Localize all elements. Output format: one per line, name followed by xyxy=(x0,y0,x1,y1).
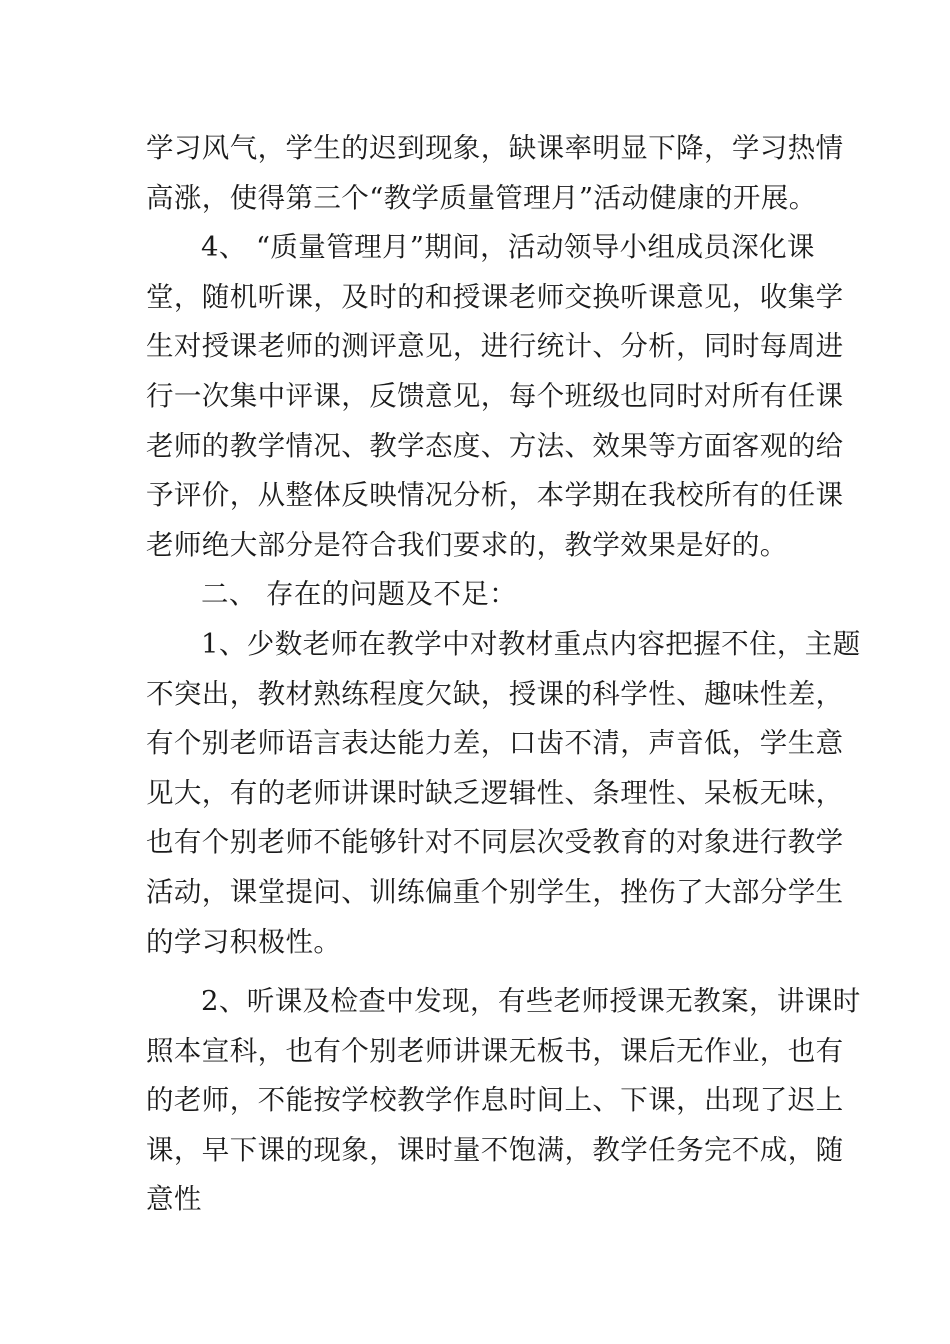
text-line: 予评价，从整体反映情况分析，本学期在我校所有的任课 xyxy=(146,479,844,512)
text-line: 有个别老师语言表达能力差，口齿不清，声音低，学生意 xyxy=(146,727,844,760)
text-line: 的学习积极性。 xyxy=(146,925,342,958)
text-line: 也有个别老师不能够针对不同层次受教育的对象进行教学 xyxy=(146,826,844,859)
section-heading: 二、 存在的问题及不足： xyxy=(201,578,518,611)
paragraph-start-line: 2、听课及检查中发现，有些老师授课无教案，讲课时 xyxy=(201,985,861,1018)
text-line: 学习风气，学生的迟到现象，缺课率明显下降，学习热情 xyxy=(146,132,844,164)
document-body xyxy=(146,124,861,1225)
text-line: 堂，随机听课，及时的和授课老师交换听课意见，收集学 xyxy=(146,280,844,313)
text-line: 意性 xyxy=(146,1183,202,1216)
text-line: 老师绝大部分是符合我们要求的，教学效果是好的。 xyxy=(146,528,788,561)
text-line: 照本宣科，也有个别老师讲课无板书，课后无作业，也有 xyxy=(146,1034,844,1067)
text-line: 不突出，教材熟练程度欠缺，授课的科学性、趣味性差， xyxy=(146,677,844,710)
text-line: 高涨，使得第三个“教学质量管理月”活动健康的开展。 xyxy=(146,181,817,214)
paragraph-start-line: 1、少数老师在教学中对教材重点内容把握不住，主题 xyxy=(201,627,861,660)
text-line: 行一次集中评课，反馈意见，每个班级也同时对所有任课 xyxy=(146,379,844,412)
text-line: 见大，有的老师讲课时缺乏逻辑性、条理性、呆板无味， xyxy=(146,776,844,809)
text-line: 活动，课堂提问、训练偏重个别学生，挫伤了大部分学生 xyxy=(146,875,844,908)
text-line: 老师的教学情况、教学态度、方法、效果等方面客观的给 xyxy=(146,429,844,462)
text-line: 的老师，不能按学校教学作息时间上、下课，出现了迟上 xyxy=(146,1084,844,1117)
paragraph-start-line: 4、 “质量管理月”期间，活动领导小组成员深化课 xyxy=(201,231,815,264)
text-line: 课，早下课的现象，课时量不饱满，教学任务完不成，随 xyxy=(146,1133,844,1166)
text-line: 生对授课老师的测评意见，进行统计、分析，同时每周进 xyxy=(146,330,844,363)
